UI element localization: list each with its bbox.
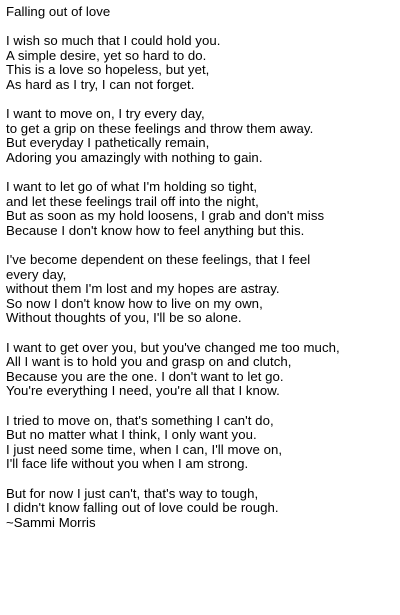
poem-line: without them I'm lost and my hopes are astray.: [6, 281, 280, 297]
poem-line: But as soon as my hold loosens, I grab and don't miss: [6, 208, 325, 224]
poem-line: I didn't know falling out of love could be rough.: [6, 500, 279, 516]
poem-line: I want to get over you, but you've changed me too much,: [6, 339, 340, 355]
poem-line: Without thoughts of you, I'll be so alone.: [6, 310, 242, 326]
poem-line: But for now I just can't, that's way to tough,: [6, 485, 259, 501]
stanza: [6, 107, 398, 165]
poem-author: ~Sammi Morris: [6, 514, 96, 530]
poem-line: and let these feelings trail off into the night,: [6, 193, 259, 209]
poem-line: Because I don't know how to feel anything but this.: [6, 222, 305, 238]
poem-line: I want to let go of what I'm holding so tight,: [6, 179, 258, 195]
poem-line: A simple desire, yet so hard to do.: [6, 47, 207, 63]
poem-line: This is a love so hopeless, but yet,: [6, 62, 210, 78]
poem-line: I just need some time, when I can, I'll move on,: [6, 441, 283, 457]
poem-line: I wish so much that I could hold you.: [6, 33, 221, 49]
stanza: [6, 34, 398, 92]
stanza: [6, 180, 398, 238]
poem-title: Falling out of love: [6, 4, 111, 19]
poem-line: As hard as I try, I can not forget.: [6, 76, 195, 92]
poem-line: You're everything I need, you're all that I know.: [6, 383, 280, 399]
stanza: [6, 414, 398, 472]
stanza: [6, 487, 398, 531]
poem: [6, 5, 398, 530]
poem-line: every day,: [6, 266, 67, 282]
stanza: [6, 253, 398, 326]
poem-line: But everyday I pathetically remain,: [6, 135, 210, 151]
poem-line: So now I don't know how to live on my own,: [6, 295, 263, 311]
poem-line: All I want is to hold you and grasp on and clutch,: [6, 354, 292, 370]
poem-line: Adoring you amazingly with nothing to gain.: [6, 149, 263, 165]
poem-line: I tried to move on, that's something I can't do,: [6, 412, 274, 428]
poem-line: I want to move on, I try every day,: [6, 106, 205, 122]
poem-line: But no matter what I think, I only want you.: [6, 427, 257, 443]
poem-line: Because you are the one. I don't want to let go.: [6, 368, 284, 384]
poem-line: I'll face life without you when I am strong.: [6, 456, 249, 472]
poem-line: to get a grip on these feelings and throw them away.: [6, 120, 314, 136]
poem-line: I've become dependent on these feelings, that I feel: [6, 252, 311, 268]
stanza: [6, 341, 398, 399]
